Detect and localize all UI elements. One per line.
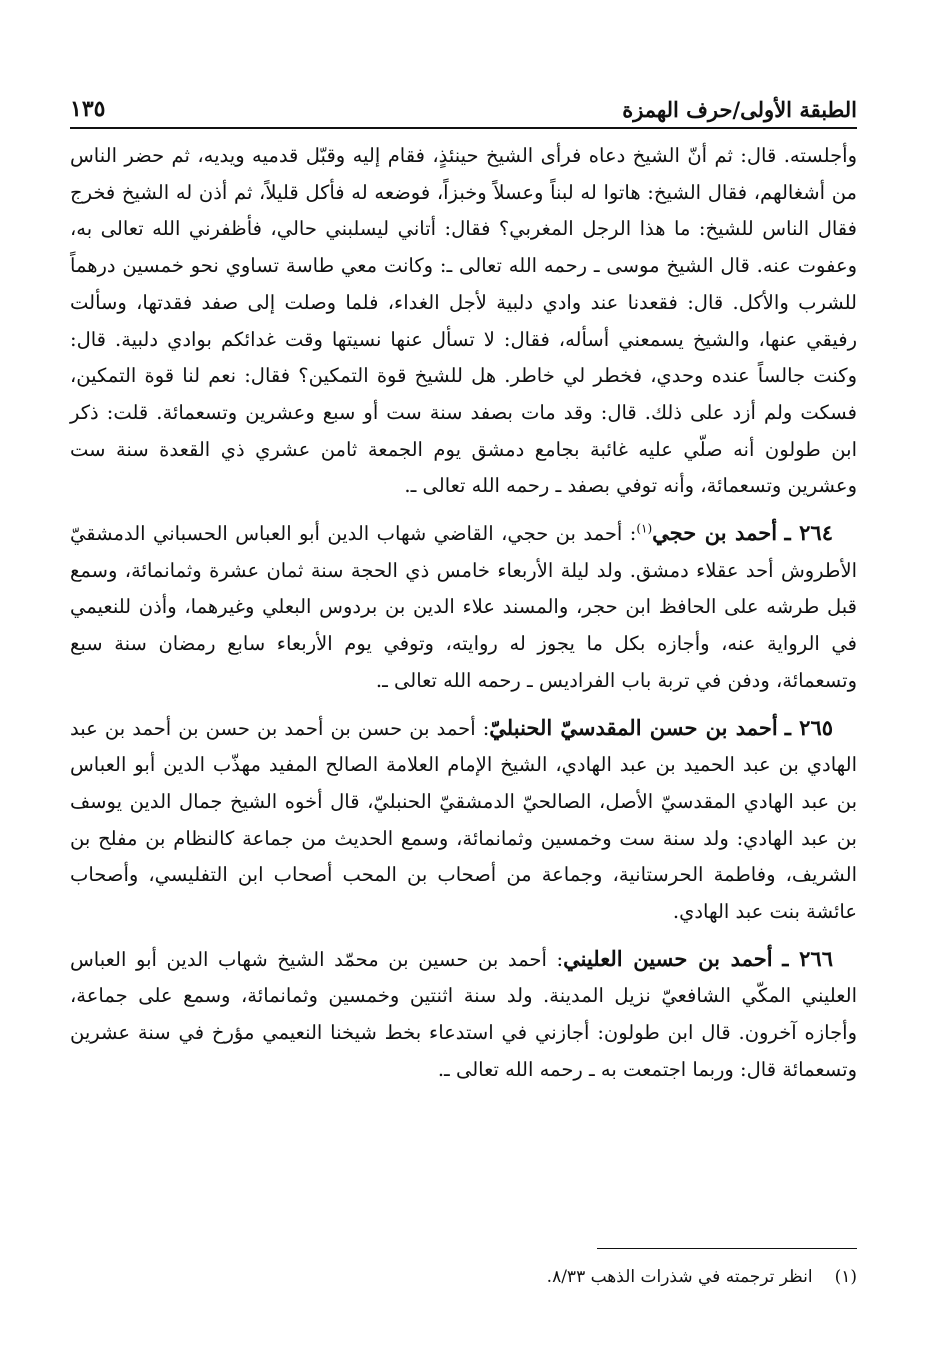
footnote	[70, 1262, 857, 1292]
entry-name: أحمد بن حجي	[652, 520, 778, 546]
page-body	[70, 138, 857, 1089]
running-title: الطبقة الأولى/حرف الهمزة	[622, 97, 857, 122]
entry-number: ٢٦٤ ـ	[784, 520, 833, 546]
entry-text: : أحمد بن حجي، القاضي شهاب الدين أبو العباس الحسباني الدمشقيّ الأطروش أحد عقلاء دمشق. ولد ليلة الأربعاء خامس ذي الحجة سنة ثمان عشرة وثمانمائة، وسمع قبل طرشه على الحافظ ابن حجر، والمسند علاء الدين بن بردوس البعلي وغيرهما، وأذن للنعيمي في الرواية عنه، وأجازه بكل ما يجوز له روايته، وتوفي يوم الأربعاء سابع رمضان سنة سبع وتسعمائة، ودفن في تربة باب الفراديس ـ رحمه الله تعالى ـ.	[70, 522, 857, 692]
entry-266	[70, 941, 857, 1089]
entry-text: : أحمد بن حسين بن محمّد الشيخ شهاب الدين أبو العباس العليني المكّي الشافعيّ نزيل المدينة. ولد سنة اثنتين وخمسين وثمانمائة، وسمع على جماعة، وأجازه آخرون. قال ابن طولون: أجازني في استدعاء بخط شيخنا النعيمي مؤرخ في سنة عشرين وتسعمائة قال: وربما اجتمعت به ـ رحمه الله تعالى ـ.	[70, 947, 857, 1081]
page-header	[70, 82, 857, 122]
entry-name: أحمد بن حسن المقدسيّ الحنبليّ	[489, 714, 778, 740]
entry-265	[70, 710, 857, 931]
footnote-text: انظر ترجمته في شذرات الذهب ٨/٣٣.	[546, 1267, 813, 1287]
footnote-mark: (١)	[834, 1267, 857, 1287]
entry-text: : أحمد بن حسن بن أحمد بن حسن بن أحمد بن عبد الهادي بن عبد الحميد بن عبد الهادي، الشيخ الإمام العلامة الصالح المفيد مهذّب الدين أبو العباس بن عبد الهادي المقدسيّ الأصل، الصالحيّ الدمشقيّ الحنبليّ، قال أخوه الشيخ جمال الدين يوسف بن عبد الهادي: ولد سنة ست وخمسين وثمانمائة، وسمع الحديث من جماعة كالنظام بن مفلح بن الشريف، وفاطمة الحرستانية، وجماعة من أصحاب بن المحب أصحاب ابن التفليسي، وأصحاب عائشة بنت عبد الهادي.	[70, 716, 857, 924]
page-number: ١٣٥	[70, 96, 106, 122]
footnote-rule	[597, 1248, 857, 1249]
footnote-reference[interactable]: (١)	[636, 521, 653, 536]
entry-number: ٢٦٦ ـ	[782, 945, 833, 971]
entry-name: أحمد بن حسين العليني	[563, 945, 773, 971]
header-rule	[70, 127, 857, 129]
continuation-paragraph	[70, 138, 857, 505]
entry-number: ٢٦٥ ـ	[784, 714, 834, 740]
entry-264	[70, 515, 857, 700]
paragraph-text: وأجلسته. قال: ثم أنّ الشيخ دعاه فرأى الشيخ حينئذٍ، فقام إليه وقبّل قدميه ويديه، ثم حضر الناس من أشغالهم، فقال الشيخ: هاتوا له لبناً وعسلاً وخبزاً، فوضعه له فأكل قليلاً، ثم أذن له الشيخ فخرج فقال الناس للشيخ: ما هذا الرجل المغربي؟ فقال: أتاني ليسلبني حالي، فأظفرني الله تعالى به، وعفوت عنه. قال الشيخ موسى ـ رحمه الله تعالى ـ: وكانت معي طاسة تساوي نحو خمسين درهماً للشرب والأكل. قال: فقعدنا عند وادي دلبية لأجل الغداء، فلما وصلت إلى صفد فقدتها، وسألت رفيقي عنها، والشيخ يسمعني أسأله، فقال: لا تسأل عنها نسيتها وقت غدائكم بوادي دلبية. قال: وكنت جالساً عنده وحدي، فخطر لي خاطر. هل للشيخ قوة التمكين؟ فقال: نعم لنا قوة التمكين، فسكت ولم أزد على ذلك. قال: وقد مات بصفد سنة ست أو سبع وعشرين وتسعمائة. قلت: ذكر ابن طولون أنه صلّي عليه غائبة بجامع دمشق يوم الجمعة ثامن عشري ذي القعدة سنة ست وعشرين وتسعمائة، وأنه توفي بصفد ـ رحمه الله تعالى ـ.	[70, 144, 857, 498]
